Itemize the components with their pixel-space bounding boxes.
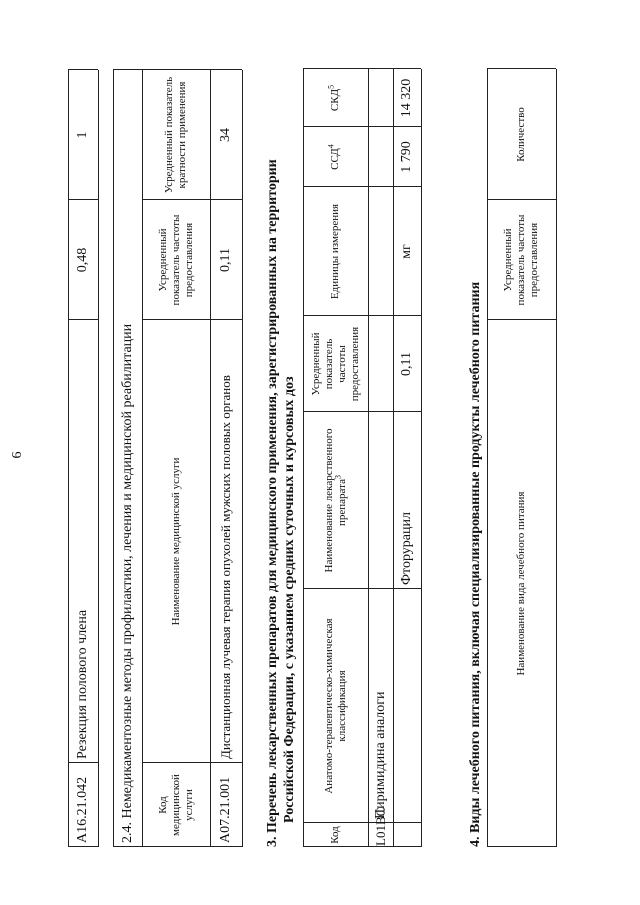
- table-top-name: Резекция полового члена: [75, 609, 90, 759]
- section-3-header-drug-sup: 3: [332, 475, 342, 480]
- section-3-title-line1: 3. Перечень лекарственных препаратов для медицинского применения, зарегистрированных на территории: [265, 159, 280, 847]
- section-3-header-skd-text: СКД: [329, 88, 341, 112]
- section-2-4-header-multiplicity: Усредненный показатель кратности применения: [163, 76, 188, 194]
- section-3-drug-name: Фторурацил: [399, 512, 414, 585]
- section-3-header-ssd-sup: 4: [326, 144, 336, 149]
- section-3-header-atc: Анатомо-терапевтическо-химическая классификация: [322, 618, 348, 794]
- section-3-header-ssd-text: ССД: [329, 148, 341, 170]
- section-3-header-skd: [303, 69, 368, 127]
- section-4-title: 4. Виды лечебного питания, включая специализированные продукты лечебного питания: [468, 281, 483, 847]
- section-3-drug-ssd: 1 790: [399, 141, 414, 173]
- section-4-header-name: Наименование вида лечебного питания: [515, 491, 527, 676]
- section-3-header-units: Единицы измерения: [329, 203, 341, 300]
- section-3-group-atc: Пиримидина аналоги: [372, 691, 388, 819]
- table-top-code: A16.21.042: [75, 776, 90, 843]
- section-3-title-line2: Российской Федерации, с указанием средних суточных и курсовых доз: [282, 376, 297, 823]
- section-3-drug-units: мг: [399, 244, 414, 259]
- section-3-header-code: Код: [329, 826, 341, 844]
- section-4-header-quantity: Количество: [515, 107, 527, 162]
- section-2-4-header-name: Наименование медицинской услуги: [169, 457, 182, 626]
- page-number: 6: [10, 451, 25, 459]
- section-3-header-drug: [303, 412, 368, 589]
- section-2-4-row-code: A07.21.001: [218, 776, 233, 843]
- section-3-drug-frequency: 0,11: [399, 352, 414, 376]
- section-3-header-skd-sup: 5: [326, 84, 336, 89]
- table-top-frequency: 0,48: [75, 247, 90, 273]
- section-2-4-row-multiplicity: 34: [218, 128, 233, 142]
- section-3-drug-skd: 14 320: [399, 78, 414, 118]
- table-top-multiplicity: 1: [75, 131, 90, 139]
- section-2-4-header-frequency: Усредненный показатель частоты предоставления: [156, 214, 195, 306]
- section-2-4-title: 2.4. Немедикаментозные методы профилактики, лечения и медицинской реабилитации: [119, 323, 135, 843]
- section-3-group-code: L01BC: [372, 807, 388, 846]
- section-2-4-row-name: Дистанционная лучевая терапия опухолей мужских половых органов: [218, 375, 233, 759]
- section-3-header-ssd: [303, 127, 368, 187]
- section-2-4-row-frequency: 0,11: [218, 248, 233, 272]
- section-3-header-frequency: Усредненный показатель частоты предоставления: [309, 326, 361, 402]
- section-3-header-drug-text: Наименование лекарственного препарата: [322, 428, 348, 573]
- section-2-4-header-code: Код медицинской услуги: [156, 774, 195, 836]
- section-4-header-frequency: Усредненный показатель частоты предоставления: [502, 214, 540, 306]
